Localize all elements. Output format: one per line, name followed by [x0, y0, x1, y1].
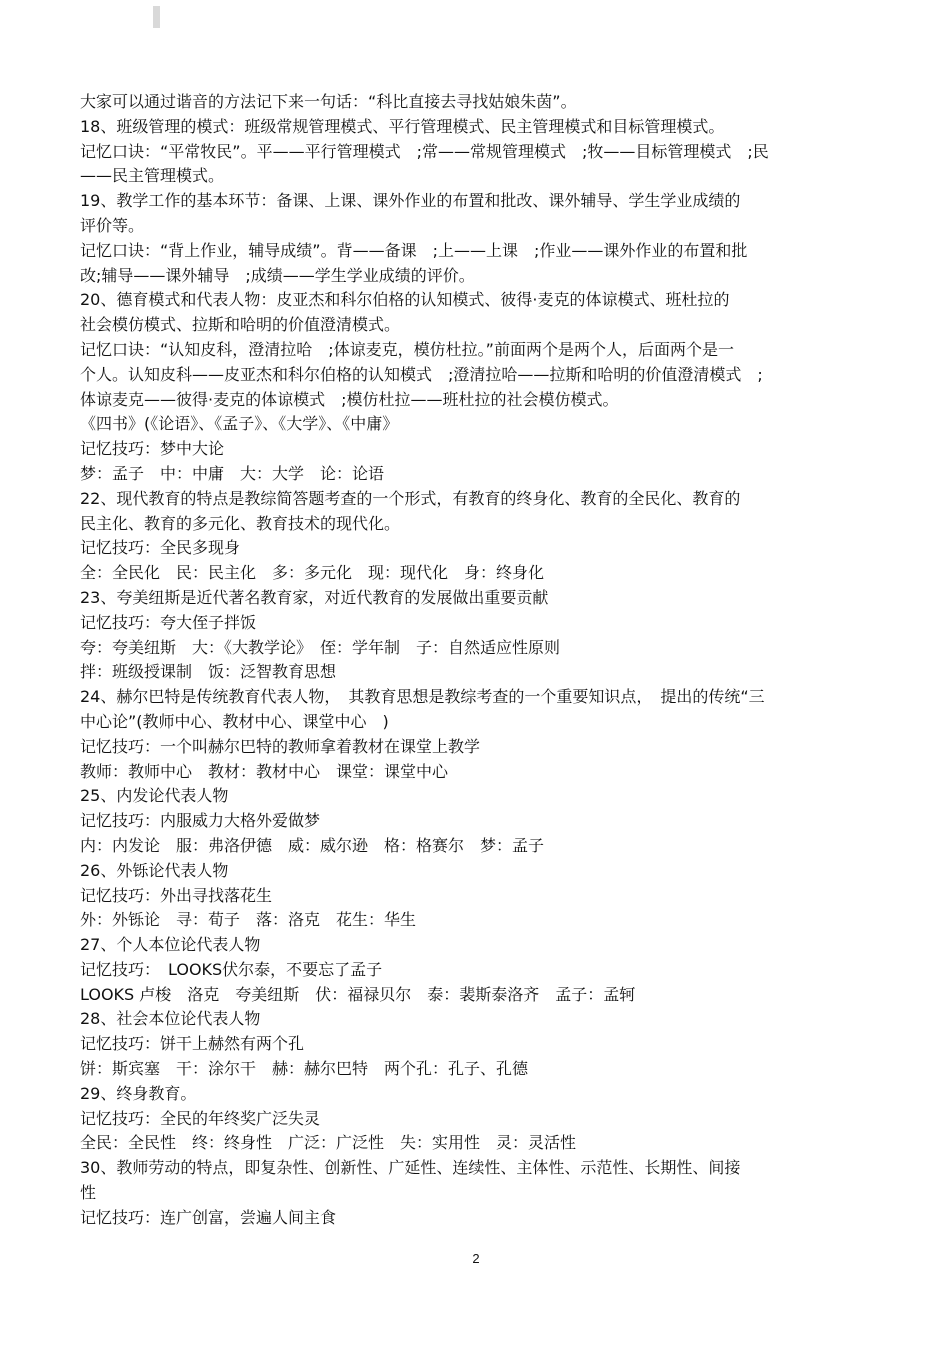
- text-line: 25、内发论代表人物: [80, 786, 229, 806]
- text-line: 22、现代教育的特点是教综简答题考查的一个形式，有教育的终身化、教育的全民化、教育的: [80, 488, 741, 508]
- document-body: [80, 90, 880, 1231]
- text-line: 全民：全民性 终：终身性 广泛：广泛性 失：实用性 灵：灵活性: [80, 1133, 577, 1153]
- text-line: 改;辅导——课外辅导 ;成绩——学生学业成绩的评价。: [80, 265, 475, 285]
- text-line: 29、终身教育。: [80, 1083, 197, 1103]
- text-line: 夸：夸美纽斯 大：《大教学论》 侄：学年制 子：自然适应性原则: [80, 637, 561, 657]
- text-line: 记忆技巧：外出寻找落花生: [80, 885, 273, 905]
- text-line: 评价等。: [80, 215, 145, 235]
- text-line: 30、教师劳动的特点，即复杂性、创新性、广延性、连续性、主体性、示范性、长期性、间接: [80, 1158, 741, 1178]
- text-line: 24、赫尔巴特是传统教育代表人物， 其教育思想是教综考查的一个重要知识点， 提出的传统“三: [80, 687, 765, 707]
- scan-mark: [153, 6, 160, 28]
- text-line: 《四书》(《论语》、《孟子》、《大学》、《中庸》: [80, 414, 399, 434]
- text-line: 记忆技巧：连广创富，尝遍人间主食: [80, 1207, 337, 1227]
- text-line: 记忆口诀：“认知皮科，澄清拉哈 ;体谅麦克，模仿杜拉。”前面两个是两个人，后面两个是一: [80, 339, 734, 359]
- text-line: 大家可以通过谐音的方法记下来一句话：“科比直接去寻找姑娘朱茵”。: [80, 92, 577, 111]
- text-line: ——民主管理模式。: [80, 166, 225, 186]
- text-line: 26、外铄论代表人物: [80, 860, 229, 880]
- text-line: 记忆口诀：“背上作业，辅导成绩”。背——备课 ;上——上课 ;作业——课外作业的布置和批: [80, 240, 748, 260]
- page-number: 2: [472, 1251, 480, 1266]
- text-line: 20、德育模式和代表人物：皮亚杰和科尔伯格的认知模式、彼得·麦克的体谅模式、班杜拉的: [80, 290, 730, 310]
- text-line: 个人。认知皮科——皮亚杰和科尔伯格的认知模式 ;澄清拉哈——拉斯和哈明的价值澄清模式 ;: [80, 364, 763, 384]
- text-line: 教师：教师中心 教材：教材中心 课堂：课堂中心: [80, 761, 449, 781]
- text-line: 记忆技巧： LOOKS伏尔泰，不要忘了孟子: [80, 959, 383, 979]
- text-line: 中心论”(教师中心、教材中心、课堂中心 ): [80, 711, 389, 731]
- text-line: 记忆技巧：饼干上赫然有两个孔: [80, 1034, 305, 1054]
- text-line: 记忆技巧：全民的年终奖广泛失灵: [80, 1108, 321, 1128]
- text-line: 记忆技巧：一个叫赫尔巴特的教师拿着教材在课堂上教学: [80, 736, 481, 756]
- text-line: 性: [80, 1183, 97, 1203]
- text-line: 记忆技巧：内服威力大格外爱做梦: [80, 811, 321, 831]
- text-line: 民主化、教育的多元化、教育技术的现代化。: [80, 513, 401, 533]
- text-line: 记忆技巧：夸大侄子拌饭: [80, 612, 257, 632]
- text-line: 18、班级管理的模式：班级常规管理模式、平行管理模式、民主管理模式和目标管理模式。: [80, 116, 725, 136]
- text-line: 记忆技巧：全民多现身: [80, 538, 241, 558]
- text-line: LOOKS 卢梭 洛克 夸美纽斯 伏：福禄贝尔 泰：裴斯泰洛齐 孟子：孟轲: [80, 984, 636, 1004]
- text-line: 饼：斯宾塞 干：涂尔干 赫：赫尔巴特 两个孔：孔子、孔德: [80, 1059, 529, 1079]
- text-line: 全：全民化 民：民主化 多：多元化 现：现代化 身：终身化: [80, 563, 545, 583]
- text-line: 19、教学工作的基本环节：备课、上课、课外作业的布置和批改、课外辅导、学生学业成绩的: [80, 191, 741, 211]
- text-line: 梦：孟子 中：中庸 大：大学 论：论语: [80, 463, 385, 483]
- text-line: 记忆口诀：“平常牧民”。平——平行管理模式 ;常——常规管理模式 ;牧——目标管理模式 ;民: [80, 141, 769, 161]
- text-line: 28、社会本位论代表人物: [80, 1009, 261, 1029]
- text-line: 记忆技巧：梦中大论: [80, 439, 225, 459]
- text-line: 内：内发论 服：弗洛伊德 威：威尔逊 格：格赛尔 梦：孟子: [80, 835, 545, 855]
- text-line: 23、夸美纽斯是近代著名教育家，对近代教育的发展做出重要贡献: [80, 587, 549, 607]
- text-line: 社会模仿模式、拉斯和哈明的价值澄清模式。: [80, 315, 401, 335]
- text-line: 外：外铄论 寻：荀子 落：洛克 花生：华生: [80, 910, 417, 930]
- text-line: 体谅麦克——彼得·麦克的体谅模式 ;模仿杜拉——班杜拉的社会模仿模式。: [80, 389, 619, 409]
- text-line: 拌：班级授课制 饭：泛智教育思想: [80, 662, 337, 682]
- text-line: 27、个人本位论代表人物: [80, 935, 261, 955]
